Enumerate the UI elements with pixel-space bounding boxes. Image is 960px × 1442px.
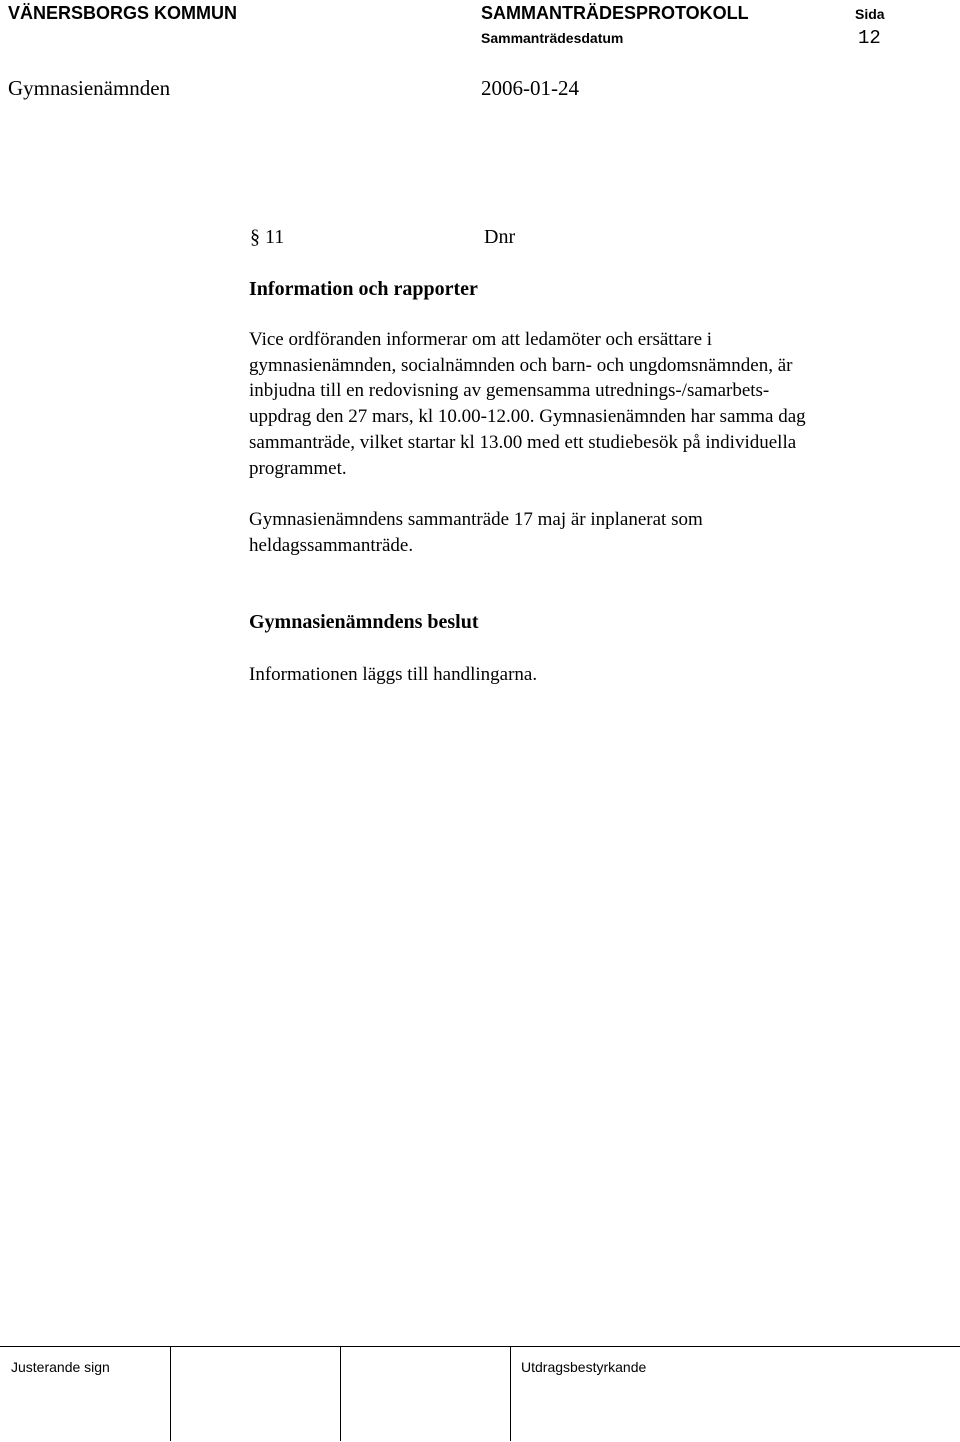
- footer-divider: [510, 1347, 511, 1441]
- page-number: 12: [858, 27, 881, 49]
- paragraph-line: uppdrag den 27 mars, kl 10.00-12.00. Gymnasienämnden har samma dag: [249, 406, 806, 427]
- paragraph-line: Vice ordföranden informerar om att ledamöter och ersättare i: [249, 329, 713, 350]
- paragraph-line: heldagssammanträde.: [249, 535, 414, 556]
- signature-footer: [0, 1346, 960, 1441]
- document-type: SAMMANTRÄDESPROTOKOLL: [481, 3, 749, 23]
- committee-name: Gymnasienämnden: [8, 76, 171, 100]
- paragraph-line: inbjudna till en redovisning av gemensamma utrednings-/samarbets-: [249, 380, 770, 401]
- paragraph-line: Gymnasienämndens sammanträde 17 maj är inplanerat som: [249, 509, 703, 530]
- section-dnr: Dnr: [484, 226, 516, 248]
- date-label: Sammanträdesdatum: [481, 30, 624, 46]
- meeting-date: 2006-01-24: [481, 76, 579, 100]
- decision-text: Informationen läggs till handlingarna.: [249, 664, 538, 685]
- paragraph-line: sammanträde, vilket startar kl 13.00 med ett studiebesök på individuella: [249, 432, 797, 453]
- paragraph-line: programmet.: [249, 458, 347, 479]
- organization-name: VÄNERSBORGS KOMMUN: [8, 3, 238, 23]
- utdragsbestyrkande-label: Utdragsbestyrkande: [521, 1359, 647, 1375]
- page-label: Sida: [855, 6, 885, 22]
- footer-divider: [340, 1347, 341, 1441]
- paragraph-line: gymnasienämnden, socialnämnden och barn- och ungdomsnämnden, är: [249, 355, 793, 376]
- justerande-sign-label: Justerande sign: [11, 1359, 110, 1375]
- decision-title: Gymnasienämndens beslut: [249, 611, 479, 633]
- section-number: § 11: [250, 226, 285, 248]
- section-title: Information och rapporter: [249, 278, 478, 300]
- footer-divider: [170, 1347, 171, 1441]
